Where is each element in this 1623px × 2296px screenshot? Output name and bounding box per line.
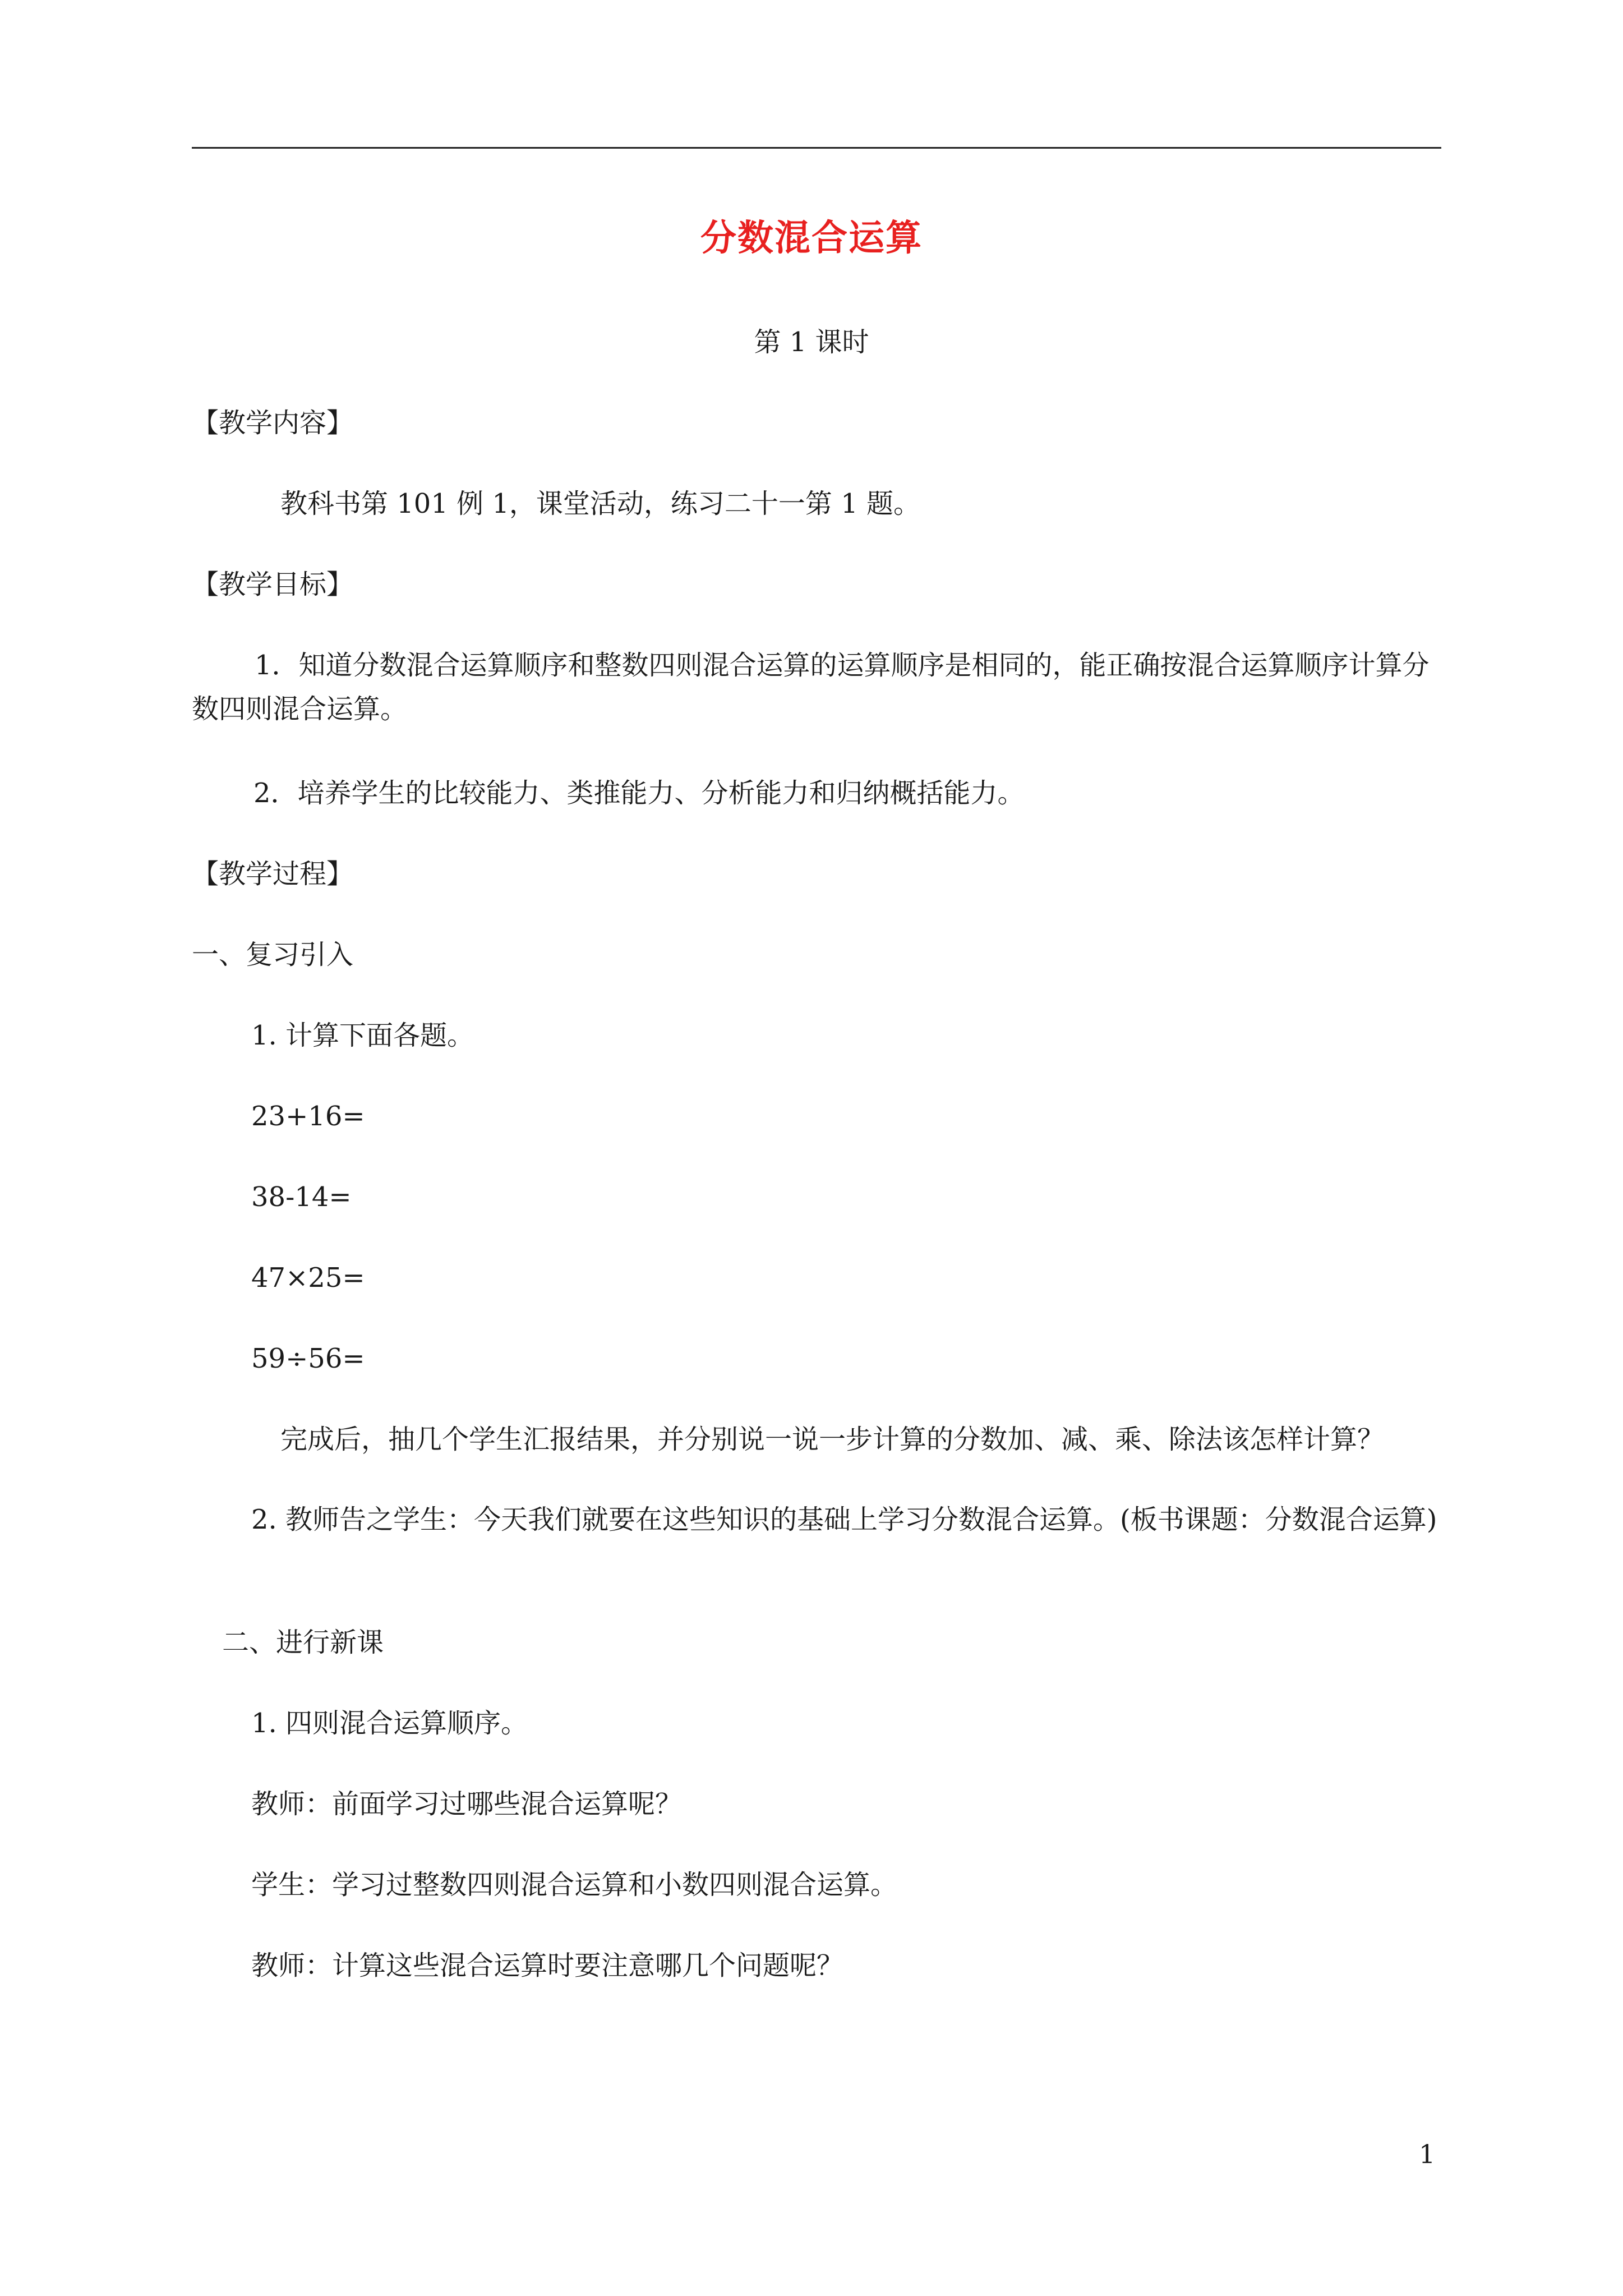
dialogue-line-1: 教师：前面学习过哪些混合运算呢？ [251, 1788, 683, 1820]
header-rule [192, 147, 1441, 149]
exercise-4: 59÷56= [251, 1343, 365, 1374]
exercise-3: 47×25= [251, 1262, 365, 1294]
exercise-2: 38-14= [251, 1181, 352, 1213]
exercise-1: 23+16= [251, 1101, 365, 1132]
part1-after-text: 完成后，抽几个学生汇报结果，并分别说一说一步计算的分数加、减、乘、除法该怎样计算？ [280, 1424, 1385, 1455]
document-title: 分数混合运算 [700, 217, 923, 259]
heading-teaching-goals: 【教学目标】 [192, 569, 354, 600]
part1-item1: 1. 计算下面各题。 [251, 1020, 474, 1051]
part1-item2: 2. 教师告之学生：今天我们就要在这些知识的基础上学习分数混合运算。(板书课题：分数混合运算) [251, 1504, 1437, 1535]
dialogue-line-3: 教师：计算这些混合运算时要注意哪几个问题呢？ [251, 1950, 844, 1981]
part2-heading: 二、进行新课 [222, 1627, 384, 1658]
dialogue-line-2: 学生：学习过整数四则混合运算和小数四则混合运算。 [251, 1869, 898, 1901]
teaching-content-text: 教科书第 101 例 1，课堂活动，练习二十一第 1 题。 [280, 488, 920, 519]
goal-1: 1．知道分数混合运算顺序和整数四则混合运算的运算顺序是相同的，能正确按混合运算顺序计算分数四则混合运算。 [192, 650, 1430, 725]
page-number: 1 [1419, 2139, 1436, 2169]
lesson-number: 第 1 课时 [754, 326, 869, 358]
part1-heading: 一、复习引入 [192, 939, 354, 970]
part2-item1: 1. 四则混合运算顺序。 [251, 1708, 528, 1739]
goal-2: 2．培养学生的比较能力、类推能力、分析能力和归纳概括能力。 [253, 777, 1025, 809]
heading-teaching-content: 【教学内容】 [192, 407, 354, 439]
heading-teaching-process: 【教学过程】 [192, 858, 354, 890]
